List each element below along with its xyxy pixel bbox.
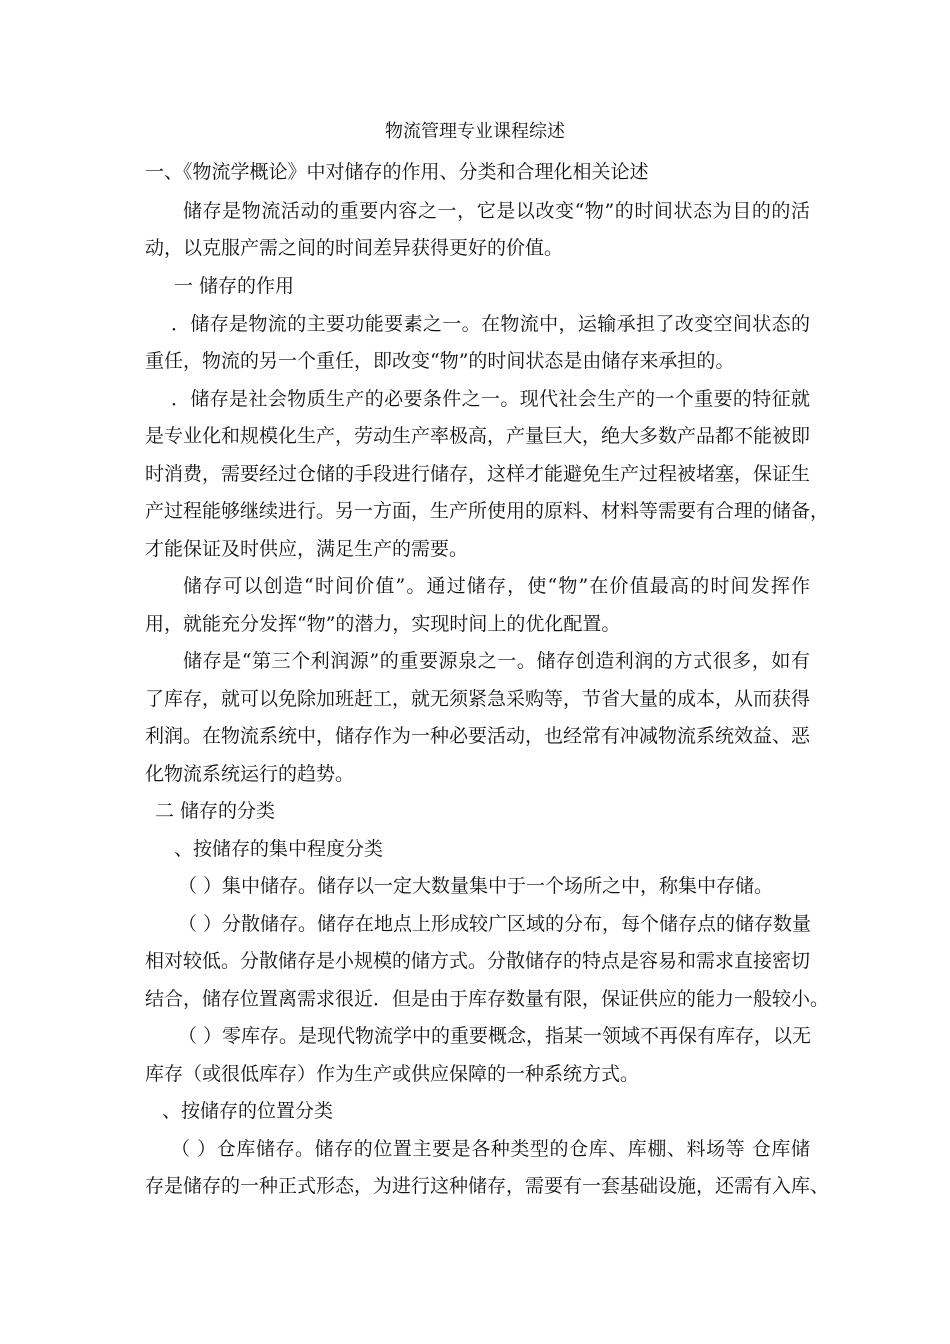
subsection-heading: 一 储存的作用 — [174, 275, 295, 297]
paragraph-line: 动，以克服产需之间的时间差异获得更好的价值。 — [145, 237, 564, 259]
subsection-heading: 二 储存的分类 — [155, 800, 276, 822]
paragraph-line: （ ）分散储存。储存在地点上形成较广区域的分布，每个储存点的储存数量 — [178, 913, 812, 935]
paragraph-line: （ ）零库存。是现代物流学中的重要概念，指某一领域不再保有库存，以无 — [178, 1025, 812, 1047]
paragraph-line: 才能保证及时供应，满足生产的需要。 — [145, 538, 469, 560]
paragraph-line: 化物流系统运行的趋势。 — [145, 763, 355, 785]
paragraph-line: 重任，物流的另一个重任，即改变“物”的时间状态是由储存来承担的。 — [145, 350, 735, 372]
paragraph-line: 储存可以创造“时间价值”。通过储存，使“物”在价值最高的时间发挥作 — [183, 575, 810, 597]
paragraph-line: 储存是“第三个利润源”的重要源泉之一。储存创造利润的方式很多，如有 — [183, 650, 810, 672]
paragraph-line: 用，就能充分发挥“物”的潜力，实现时间上的优化配置。 — [145, 613, 621, 635]
paragraph-line: ．储存是社会物质生产的必要条件之一。现代社会生产的一个重要的特征就 — [171, 388, 810, 410]
section-heading: 一、《物流学概论》中对储存的作用、分类和合理化相关论述 — [145, 161, 649, 183]
category-heading: 、按储存的位置分类 — [162, 1100, 334, 1122]
paragraph-line: 库存（或很低库存）作为生产或供应保障的一种系统方式。 — [145, 1063, 640, 1085]
paragraph-line: 相对较低。分散储存是小规模的储方式。分散储存的特点是容易和需求直接密切 — [145, 950, 811, 972]
paragraph-line: 产过程能够继续进行。另一方面，生产所使用的原料、材料等需要有合理的储备， — [145, 500, 830, 522]
paragraph-line: ．储存是物流的主要功能要素之一。在物流中，运输承担了改变空间状态的 — [171, 313, 810, 335]
document-title: 物流管理专业课程综述 — [385, 121, 565, 142]
category-heading: 、按储存的集中程度分类 — [174, 838, 384, 860]
paragraph-line: 利润。在物流系统中，储存作为一种必要活动，也经常有冲减物流系统效益、恶 — [145, 725, 811, 747]
paragraph-line: 结合，储存位置离需求很近．但是由于库存数量有限，保证供应的能力一般较小。 — [145, 988, 830, 1010]
paragraph-line: （ ）集中储存。储存以一定大数量集中于一个场所之中，称集中存储。 — [178, 875, 774, 897]
paragraph-line: 存是储存的一种正式形态，为进行这种储存，需要有一套基础设施，还需有入库、 — [145, 1175, 830, 1197]
paragraph-line: 是专业化和规模化生产，劳动生产率极高，产量巨大，绝大多数产品都不能被即 — [145, 425, 811, 447]
paragraph-line: 了库存，就可以免除加班赶工，就无须紧急采购等，节省大量的成本，从而获得 — [145, 688, 811, 710]
paragraph-line: （ ）仓库储存。储存的位置主要是各种类型的仓库、库棚、料场等 仓库储 — [171, 1138, 810, 1160]
paragraph-line: 时消费，需要经过仓储的手段进行储存，这样才能避免生产过程被堵塞，保证生 — [145, 463, 811, 485]
paragraph-line: 储存是物流活动的重要内容之一，它是以改变“物”的时间状态为目的的活 — [183, 200, 810, 222]
